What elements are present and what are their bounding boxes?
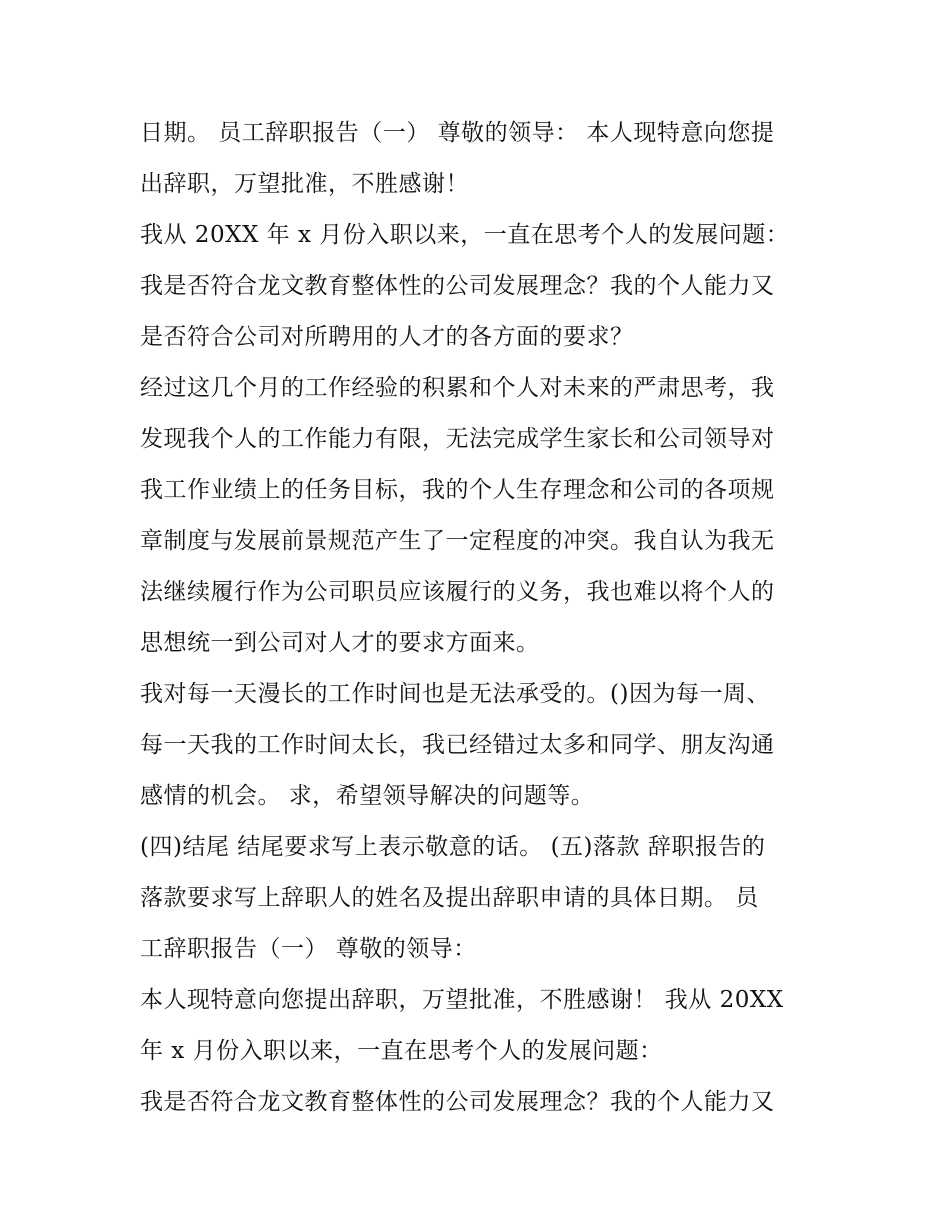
text-line: 落款要求写上辞职人的姓名及提出辞职申请的具体日期。 员	[140, 885, 759, 911]
text-line: 章制度与发展前景规范产生了一定程度的冲突。我自认为我无	[140, 528, 775, 554]
text-line: 每一天我的工作时间太长，我已经错过太多和同学、朋友沟通	[140, 732, 775, 758]
text-line: 发现我个人的工作能力有限，无法完成学生家长和公司领导对	[140, 426, 775, 452]
text-line: 经过这几个月的工作经验的积累和个人对未来的严肃思考，我	[140, 375, 775, 401]
text-line: 感情的机会。 求，希望领导解决的问题等。	[140, 783, 595, 809]
text-line: 工辞职报告（一） 尊敬的领导：	[140, 936, 477, 962]
text-line: 我对每一天漫长的工作时间也是无法承受的。()因为每一周、	[140, 681, 770, 707]
text-line: 思想统一到公司对人才的要求方面来。	[140, 630, 540, 656]
text-line: 我工作业绩上的任务目标，我的个人生存理念和公司的各项规	[140, 477, 775, 503]
text-line: 日期。 员工辞职报告（一） 尊敬的领导： 本人现特意向您提	[140, 120, 775, 146]
text-line: 我是否符合龙文教育整体性的公司发展理念？我的个人能力又	[140, 273, 775, 299]
text-line: 是否符合公司对所聘用的人才的各方面的要求？	[140, 324, 634, 350]
text-line: 年 x 月份入职以来，一直在思考个人的发展问题：	[140, 1038, 663, 1064]
text-line: 我从 20XX 年 x 月份入职以来，一直在思考个人的发展问题：	[140, 222, 790, 248]
text-line: 法继续履行作为公司职员应该履行的义务，我也难以将个人的	[140, 579, 775, 605]
text-line: (四)结尾 结尾要求写上表示敬意的话。 (五)落款 辞职报告的	[140, 834, 766, 860]
text-line: 我是否符合龙文教育整体性的公司发展理念？我的个人能力又	[140, 1089, 775, 1115]
document-body	[140, 108, 820, 1128]
text-line: 本人现特意向您提出辞职，万望批准，不胜感谢！ 我从 20XX	[140, 987, 784, 1013]
text-line: 出辞职，万望批准，不胜感谢！	[140, 171, 469, 197]
